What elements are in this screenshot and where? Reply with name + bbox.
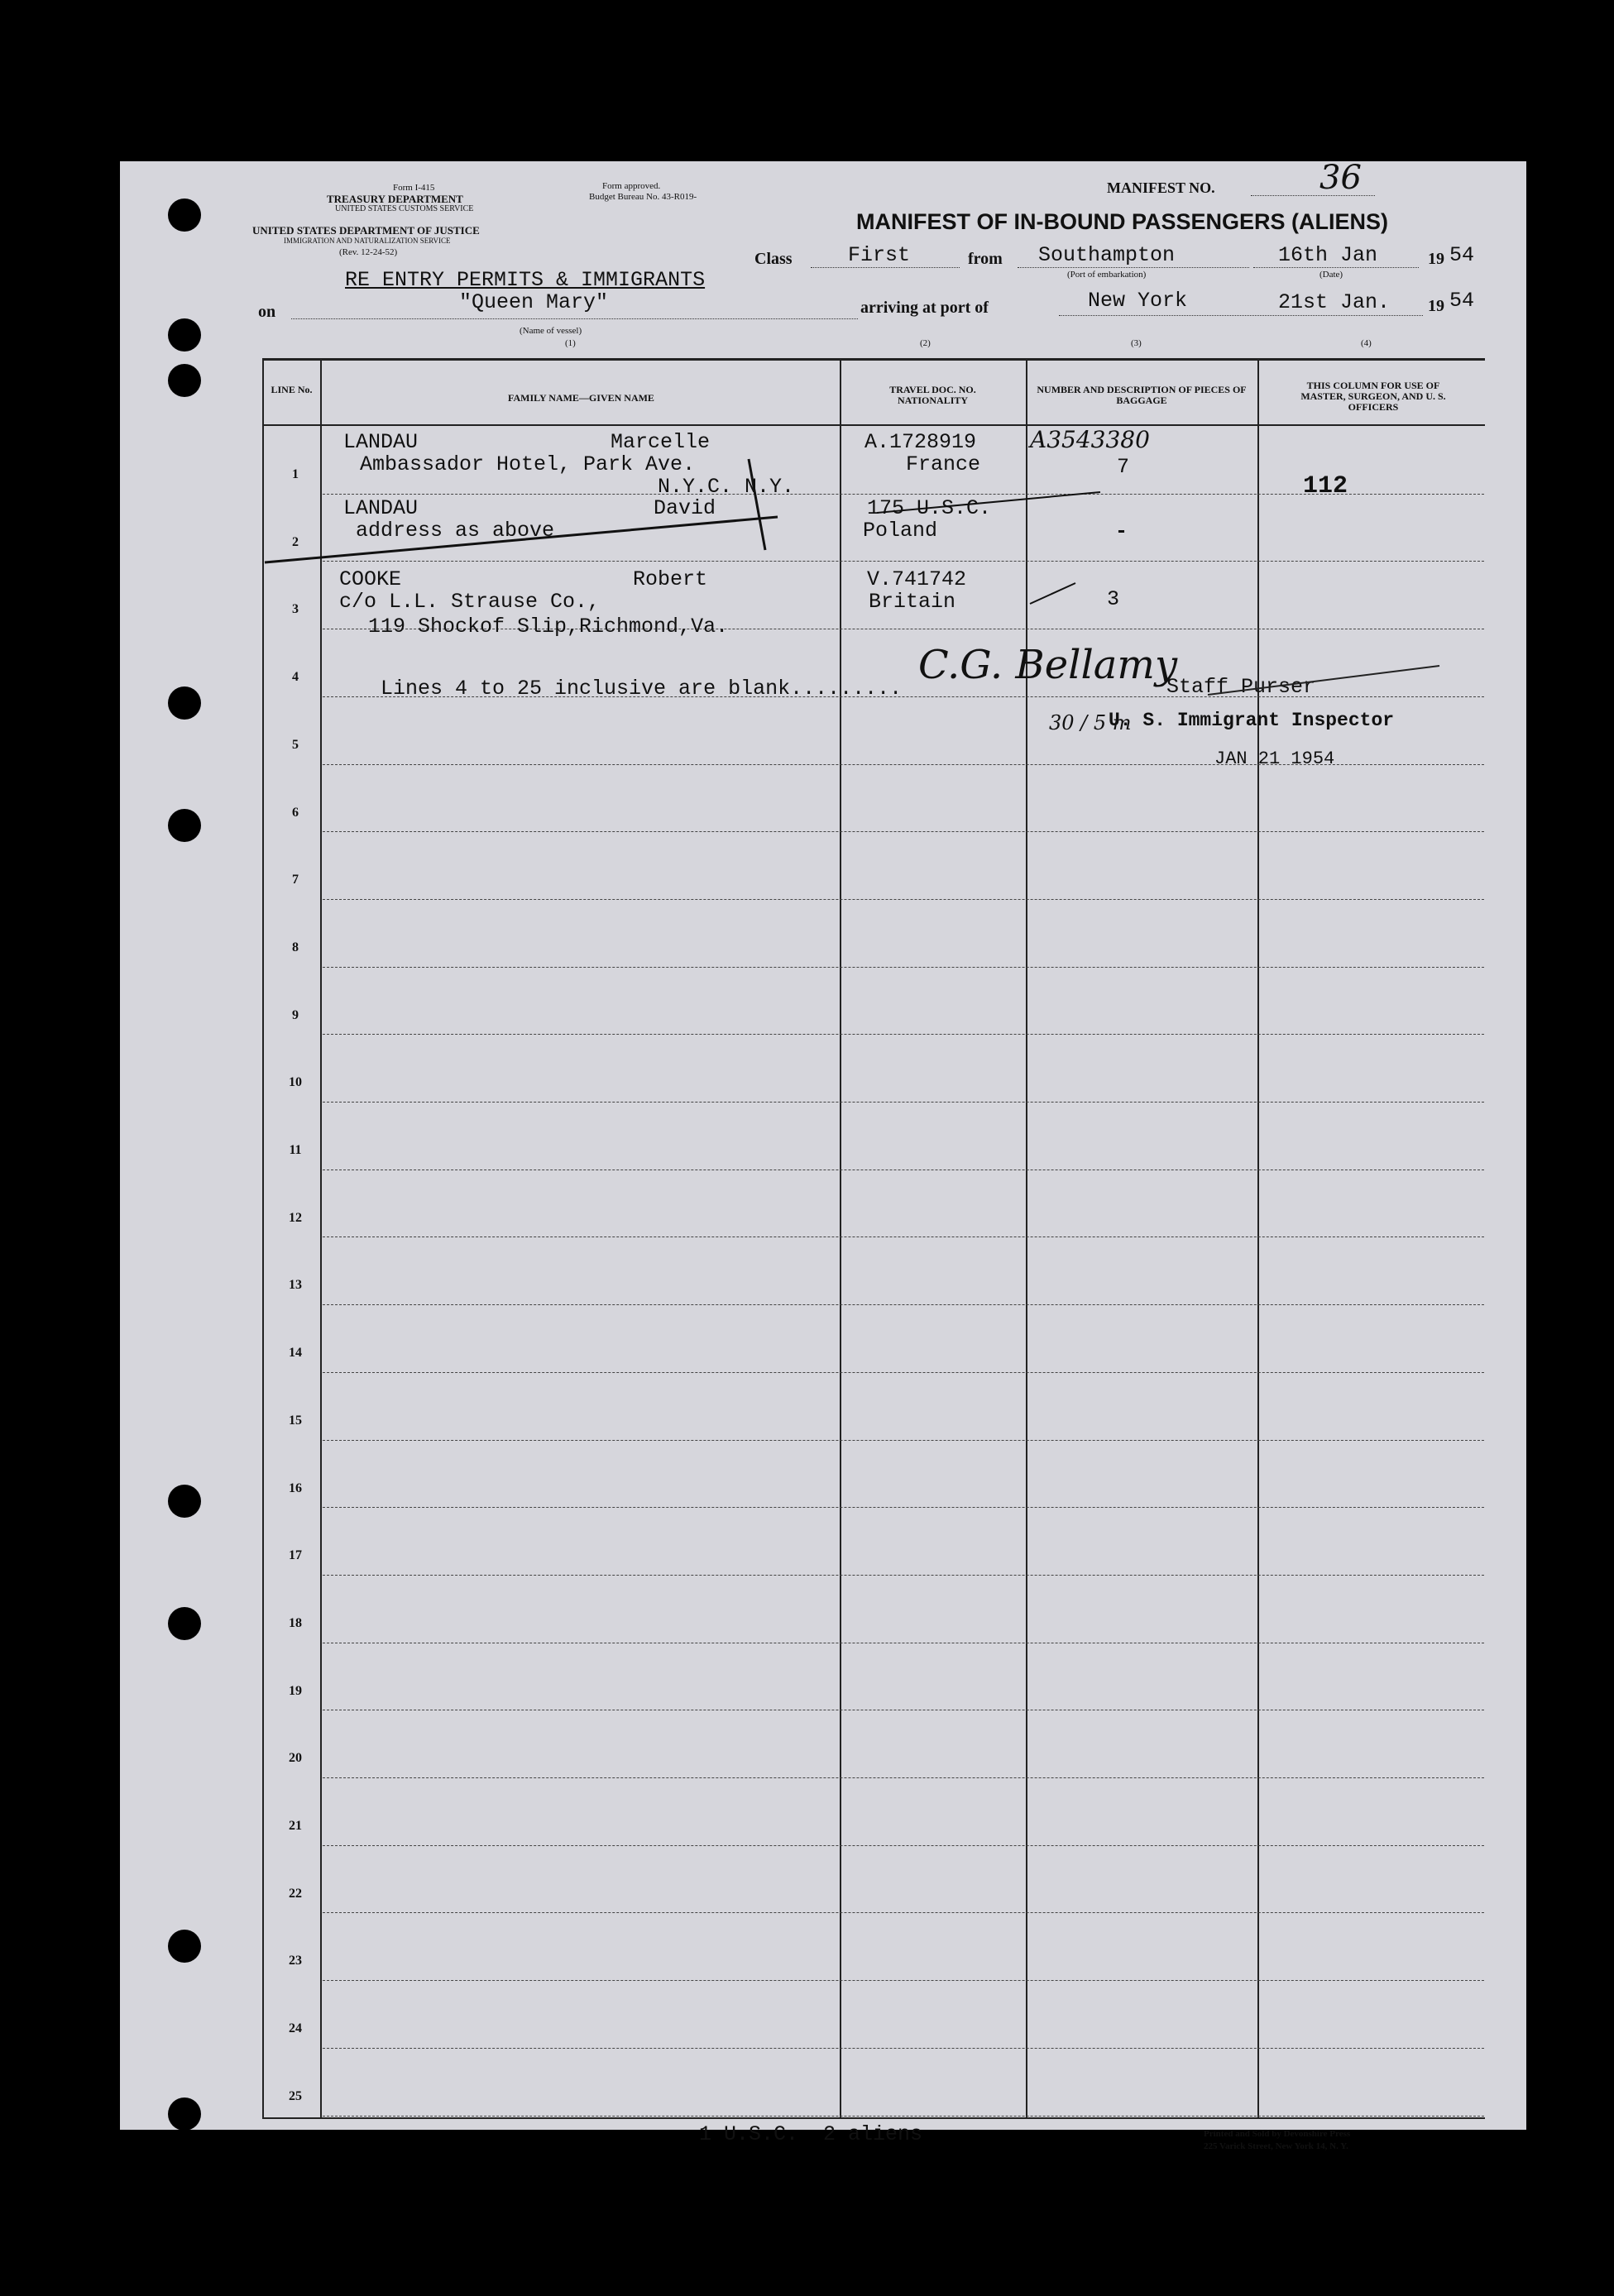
row-number: 5 — [292, 737, 299, 752]
r2-baggage: - — [1115, 519, 1128, 543]
treasury-department: TREASURY DEPARTMENT — [327, 193, 463, 205]
row-number: 18 — [289, 1615, 302, 1630]
row-number: 25 — [289, 2088, 302, 2103]
arriving-label: arriving at port of — [860, 299, 989, 317]
row-number: 14 — [289, 1346, 302, 1361]
arriving-port: New York — [1088, 289, 1188, 313]
row-number: 15 — [289, 1413, 302, 1428]
purser-signature: C.G. Bellamy — [918, 642, 1178, 688]
from-label: from — [968, 250, 1003, 268]
ins-service: IMMIGRATION AND NATURALIZATION SERVICE — [284, 237, 451, 245]
date-year-suffix: 54 — [1449, 243, 1475, 267]
row-number: 24 — [289, 2021, 302, 2036]
row-number: 9 — [292, 1007, 299, 1022]
arriving-year-suffix: 54 — [1449, 289, 1475, 313]
row-number: 2 — [292, 534, 299, 549]
row-number: 20 — [289, 1751, 302, 1766]
col2-caption: (2) — [920, 338, 931, 348]
inspector-label: U. S. Immigrant Inspector — [1109, 710, 1395, 731]
row-number: 11 — [289, 1143, 302, 1157]
r3-nationality: Britain — [869, 590, 956, 614]
col1-caption: (1) — [565, 338, 576, 348]
r2-given-name: David — [654, 496, 716, 520]
row-number: 10 — [289, 1075, 302, 1090]
from-value: Southampton — [1038, 243, 1176, 267]
budget-bureau: Budget Bureau No. 43-R019- — [589, 192, 697, 202]
strike-mark — [877, 492, 1100, 513]
strike-mark — [749, 459, 765, 550]
purser-label: Staff Purser — [1166, 675, 1316, 699]
vessel-value: "Queen Mary" — [459, 290, 609, 314]
arriving-year-prefix: 19 — [1428, 297, 1444, 315]
manifest-title: MANIFEST OF IN-BOUND PASSENGERS (ALIENS) — [856, 209, 1389, 234]
line-no-header: LINE No. — [271, 384, 313, 395]
vessel-caption: (Name of vessel) — [520, 326, 582, 336]
r4-blank-note: Lines 4 to 25 inclusive are blank......... — [381, 677, 903, 701]
printer-line1: Printed and Sold by Devonshire Press — [1204, 2129, 1351, 2139]
r2-nationality: Poland — [863, 519, 938, 543]
row-number: 1 — [292, 467, 299, 481]
col4-caption: (4) — [1361, 338, 1372, 348]
name-header: FAMILY NAME—GIVEN NAME — [508, 392, 654, 404]
r1-travel-doc: A.1728919 — [864, 430, 977, 454]
on-label: on — [258, 303, 276, 321]
date-value: 16th Jan — [1278, 243, 1378, 267]
r1-nationality: France — [906, 452, 981, 476]
baggage-header: NUMBER AND DESCRIPTION OF PIECES OF BAGGAGE — [1037, 384, 1247, 407]
row-number: 7 — [292, 873, 299, 887]
strike-mark — [1208, 666, 1439, 695]
summary-note: 1 U.S.C. 2 aliens — [699, 2122, 923, 2146]
travel-doc-header: TRAVEL DOC. NO. NATIONALITY — [889, 384, 976, 407]
r1-family-name: LANDAU — [343, 430, 419, 454]
r1-doc-handwritten: A3543380 — [1030, 426, 1150, 453]
justice-department: UNITED STATES DEPARTMENT OF JUSTICE — [252, 224, 480, 237]
row-number: 12 — [289, 1210, 302, 1225]
form-approved: Form approved. — [602, 181, 661, 191]
col3-caption: (3) — [1131, 338, 1142, 348]
date-caption: (Date) — [1319, 270, 1343, 280]
row-number: 17 — [289, 1548, 302, 1563]
row-number: 23 — [289, 1954, 302, 1968]
r3-baggage: 3 — [1107, 587, 1120, 611]
embark-caption: (Port of embarkation) — [1067, 270, 1147, 280]
row-number: 6 — [292, 805, 299, 820]
arriving-date: 21st Jan. — [1278, 290, 1391, 314]
strike-mark — [1030, 583, 1075, 604]
r2-family-name: LANDAU — [343, 496, 419, 520]
manifest-no-value: 36 — [1319, 159, 1362, 197]
row-number: 19 — [289, 1683, 302, 1698]
r3-family-name: COOKE — [339, 567, 402, 591]
printer-line2: 225 Varick Street, New York 14, N. Y. — [1204, 2141, 1348, 2151]
r2-travel-doc: 175 U.S.C. — [867, 496, 992, 520]
row-number: 21 — [289, 1819, 302, 1833]
class-value: First — [848, 243, 911, 267]
r1-baggage: 7 — [1117, 455, 1130, 479]
date-year-prefix: 19 — [1428, 250, 1444, 268]
manifest-no-label: MANIFEST NO. — [1107, 179, 1215, 196]
r2-address: address as above — [356, 519, 555, 543]
row-number: 16 — [289, 1480, 302, 1495]
row-number: 22 — [289, 1886, 302, 1901]
strike-mark — [265, 517, 778, 562]
row-number: 13 — [289, 1278, 302, 1293]
class-label: Class — [754, 250, 793, 268]
officers-header: THIS COLUMN FOR USE OF MASTER, SURGEON, AND U. S. OFFICERS — [1300, 380, 1446, 414]
form-number: Form I-415 — [393, 183, 435, 193]
r1-officer-note: 112 — [1303, 472, 1348, 500]
inspector-note: 30 / 5 m — [1049, 711, 1132, 734]
revision-date: (Rev. 12-24-52) — [339, 247, 398, 257]
r1-address-line2: N.Y.C. N.Y. — [658, 475, 795, 499]
r3-address-line2: 119 Shockof Slip,Richmond,Va. — [368, 615, 729, 639]
r1-address-line1: Ambassador Hotel, Park Ave. — [360, 452, 696, 476]
reentry-stamp: RE ENTRY PERMITS & IMMIGRANTS — [345, 268, 706, 292]
r1-given-name: Marcelle — [611, 430, 711, 454]
customs-service: UNITED STATES CUSTOMS SERVICE — [335, 204, 474, 213]
row-number: 8 — [292, 940, 299, 954]
row-number: 3 — [292, 602, 299, 617]
r3-address-line1: c/o L.L. Strause Co., — [339, 590, 601, 614]
r3-travel-doc: V.741742 — [867, 567, 967, 591]
row-number: 4 — [292, 670, 299, 685]
r3-given-name: Robert — [633, 567, 708, 591]
inspector-date-stamp: JAN 21 1954 — [1214, 749, 1335, 769]
